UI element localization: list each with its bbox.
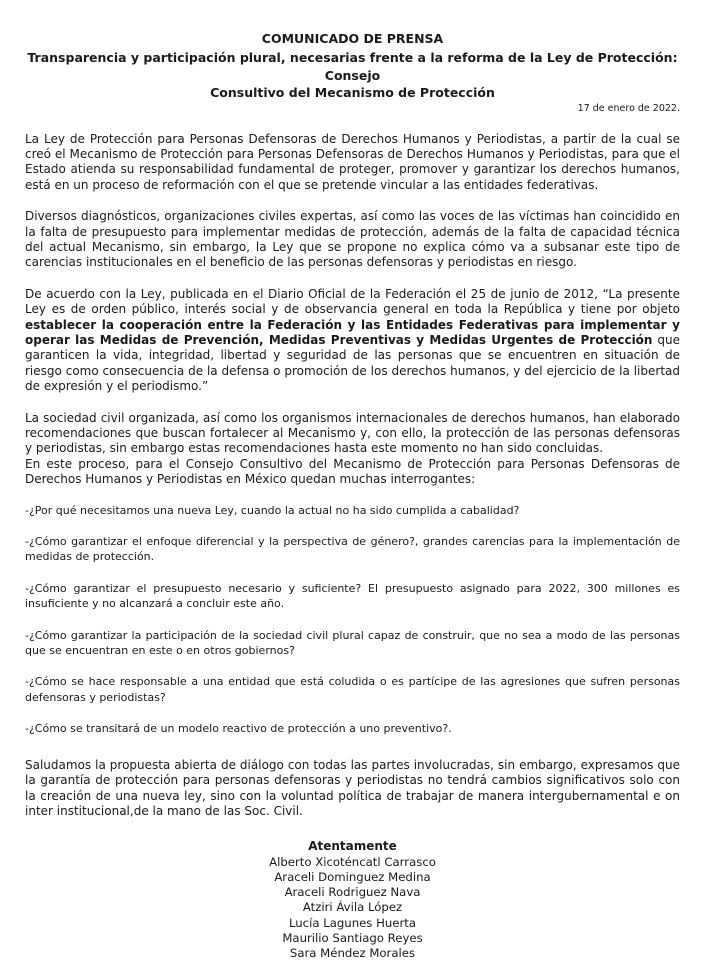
signature-lead: Atentamente (308, 839, 397, 854)
paragraph-law-quote (25, 287, 680, 395)
signatory-name: Lucía Lagunes Huerta (288, 915, 417, 930)
signatory-name: Sara Méndez Morales (289, 946, 416, 961)
law-quote-end: que garanticen la vida, integridad, libertad y seguridad de las personas que se encuentren en situación de riesgo como consecuencia de la defensa o promoción de los derechos humanos, y del ejercicio de la libertad de expresión y el periodismo.” (25, 332, 680, 394)
signature-block (25, 839, 680, 961)
paragraph-questions-intro: En este proceso, para el Consejo Consultivo del Mecanismo de Protección para Personas Defensoras de Derechos Humanos y Periodistas en México quedan muchas interrogantes: (25, 456, 680, 487)
signatory-name: Maurilio Santiago Reyes (282, 930, 423, 945)
paragraph-diagnostics: Diversos diagnósticos, organizaciones civiles expertas, así como las voces de las víctimas han coincidido en la falta de presupuesto para implementar medidas de protección, además de la falta de capacidad técnica del actual Mecanismo, sin embargo, la Ley que se propone no explica cómo va a subsanar este tipo de carencias institucionales en el beneficio de las personas defensoras y periodistas en riesgo. (25, 209, 680, 270)
paragraph-closing: Saludamos la propuesta abierta de diálogo con todas las partes involucradas, sin embargo, expresamos que la garantía de protección para personas defensoras y periodistas no tendrá cambios significativos solo con la creación de una nueva ley, sino con la voluntad política de trabajar de manera intergubernamental e on inter institucional,de la mano de las Soc. Civil. (25, 757, 680, 818)
question-item: -¿Cómo garantizar el enfoque diferencial y la perspectiva de género?, grandes carencias para la implementación de medidas de protección. (25, 535, 680, 564)
law-quote-bold: establecer la cooperación entre la Federación y las Entidades Federativas para implementar y operar las Medidas de Prevención, Medidas Preventivas y Medidas Urgentes de Protección (25, 317, 680, 347)
law-quote-start: De acuerdo con la Ley, publicada en el Diario Oficial de la Federación el 25 de junio de 2012, “La presente Ley es de orden público, interés social y de observancia general en toda la República y tiene por objeto (25, 286, 680, 317)
signatory-name: Alberto Xicoténcatl Carrasco (269, 854, 436, 869)
question-item: -¿Cómo se hace responsable a una entidad que está coludida o es partícipe de las agresiones que sufren personas defensoras y periodistas? (25, 675, 680, 704)
title-line-1: Transparencia y participación plural, necesarias frente a la reforma de la Ley de Protección: Consejo (27, 50, 678, 83)
question-item: -¿Cómo se transitará de un modelo reactivo de protección a uno preventivo?. (25, 722, 452, 736)
title-line-2: Consultivo del Mecanismo de Protección (210, 85, 495, 100)
question-item: -¿Cómo garantizar el presupuesto necesario y suficiente? El presupuesto asignado para 2022, 300 millones es insuficiente y no alcanzará a concluir este año. (25, 581, 680, 611)
document-kicker: COMUNICADO DE PRENSA (261, 31, 444, 46)
question-item: -¿Por qué necesitamos una nueva Ley, cuando la actual no ha sido cumplida a cabalidad? (25, 503, 520, 517)
paragraph-civil-society: La sociedad civil organizada, así como los organismos internacionales de derechos humanos, han elaborado recomendaciones que buscan fortalecer al Mecanismo y, con ello, la protección de las personas defensoras y periodistas, sin embargo estas recomendaciones hasta este momento no han sido concluidas. (25, 410, 680, 456)
signatory-name: Araceli Dominguez Medina (274, 870, 431, 885)
signatory-name: Araceli Rodriguez Nava (284, 885, 421, 900)
question-item: -¿Cómo garantizar la participación de la sociedad civil plural capaz de construir, que no sea a modo de las personas que se encuentran en este o en otros gobiernos? (25, 628, 680, 658)
header (25, 0, 680, 102)
document-date: 17 de enero de 2022. (577, 102, 680, 114)
paragraph-intro: La Ley de Protección para Personas Defensoras de Derechos Humanos y Periodistas, a partir de la cual se creó el Mecanismo de Protección para Personas Defensoras de Derechos Humanos y Periodistas, para que el Estado atienda su responsabilidad fundamental de proteger, promover y garantizar los derechos humanos, está en un proceso de reformación con el que se pretende vincular a las entidades federativas. (25, 131, 680, 192)
signatory-name: Atziri Ávila López (302, 900, 403, 915)
document-title (25, 49, 680, 102)
